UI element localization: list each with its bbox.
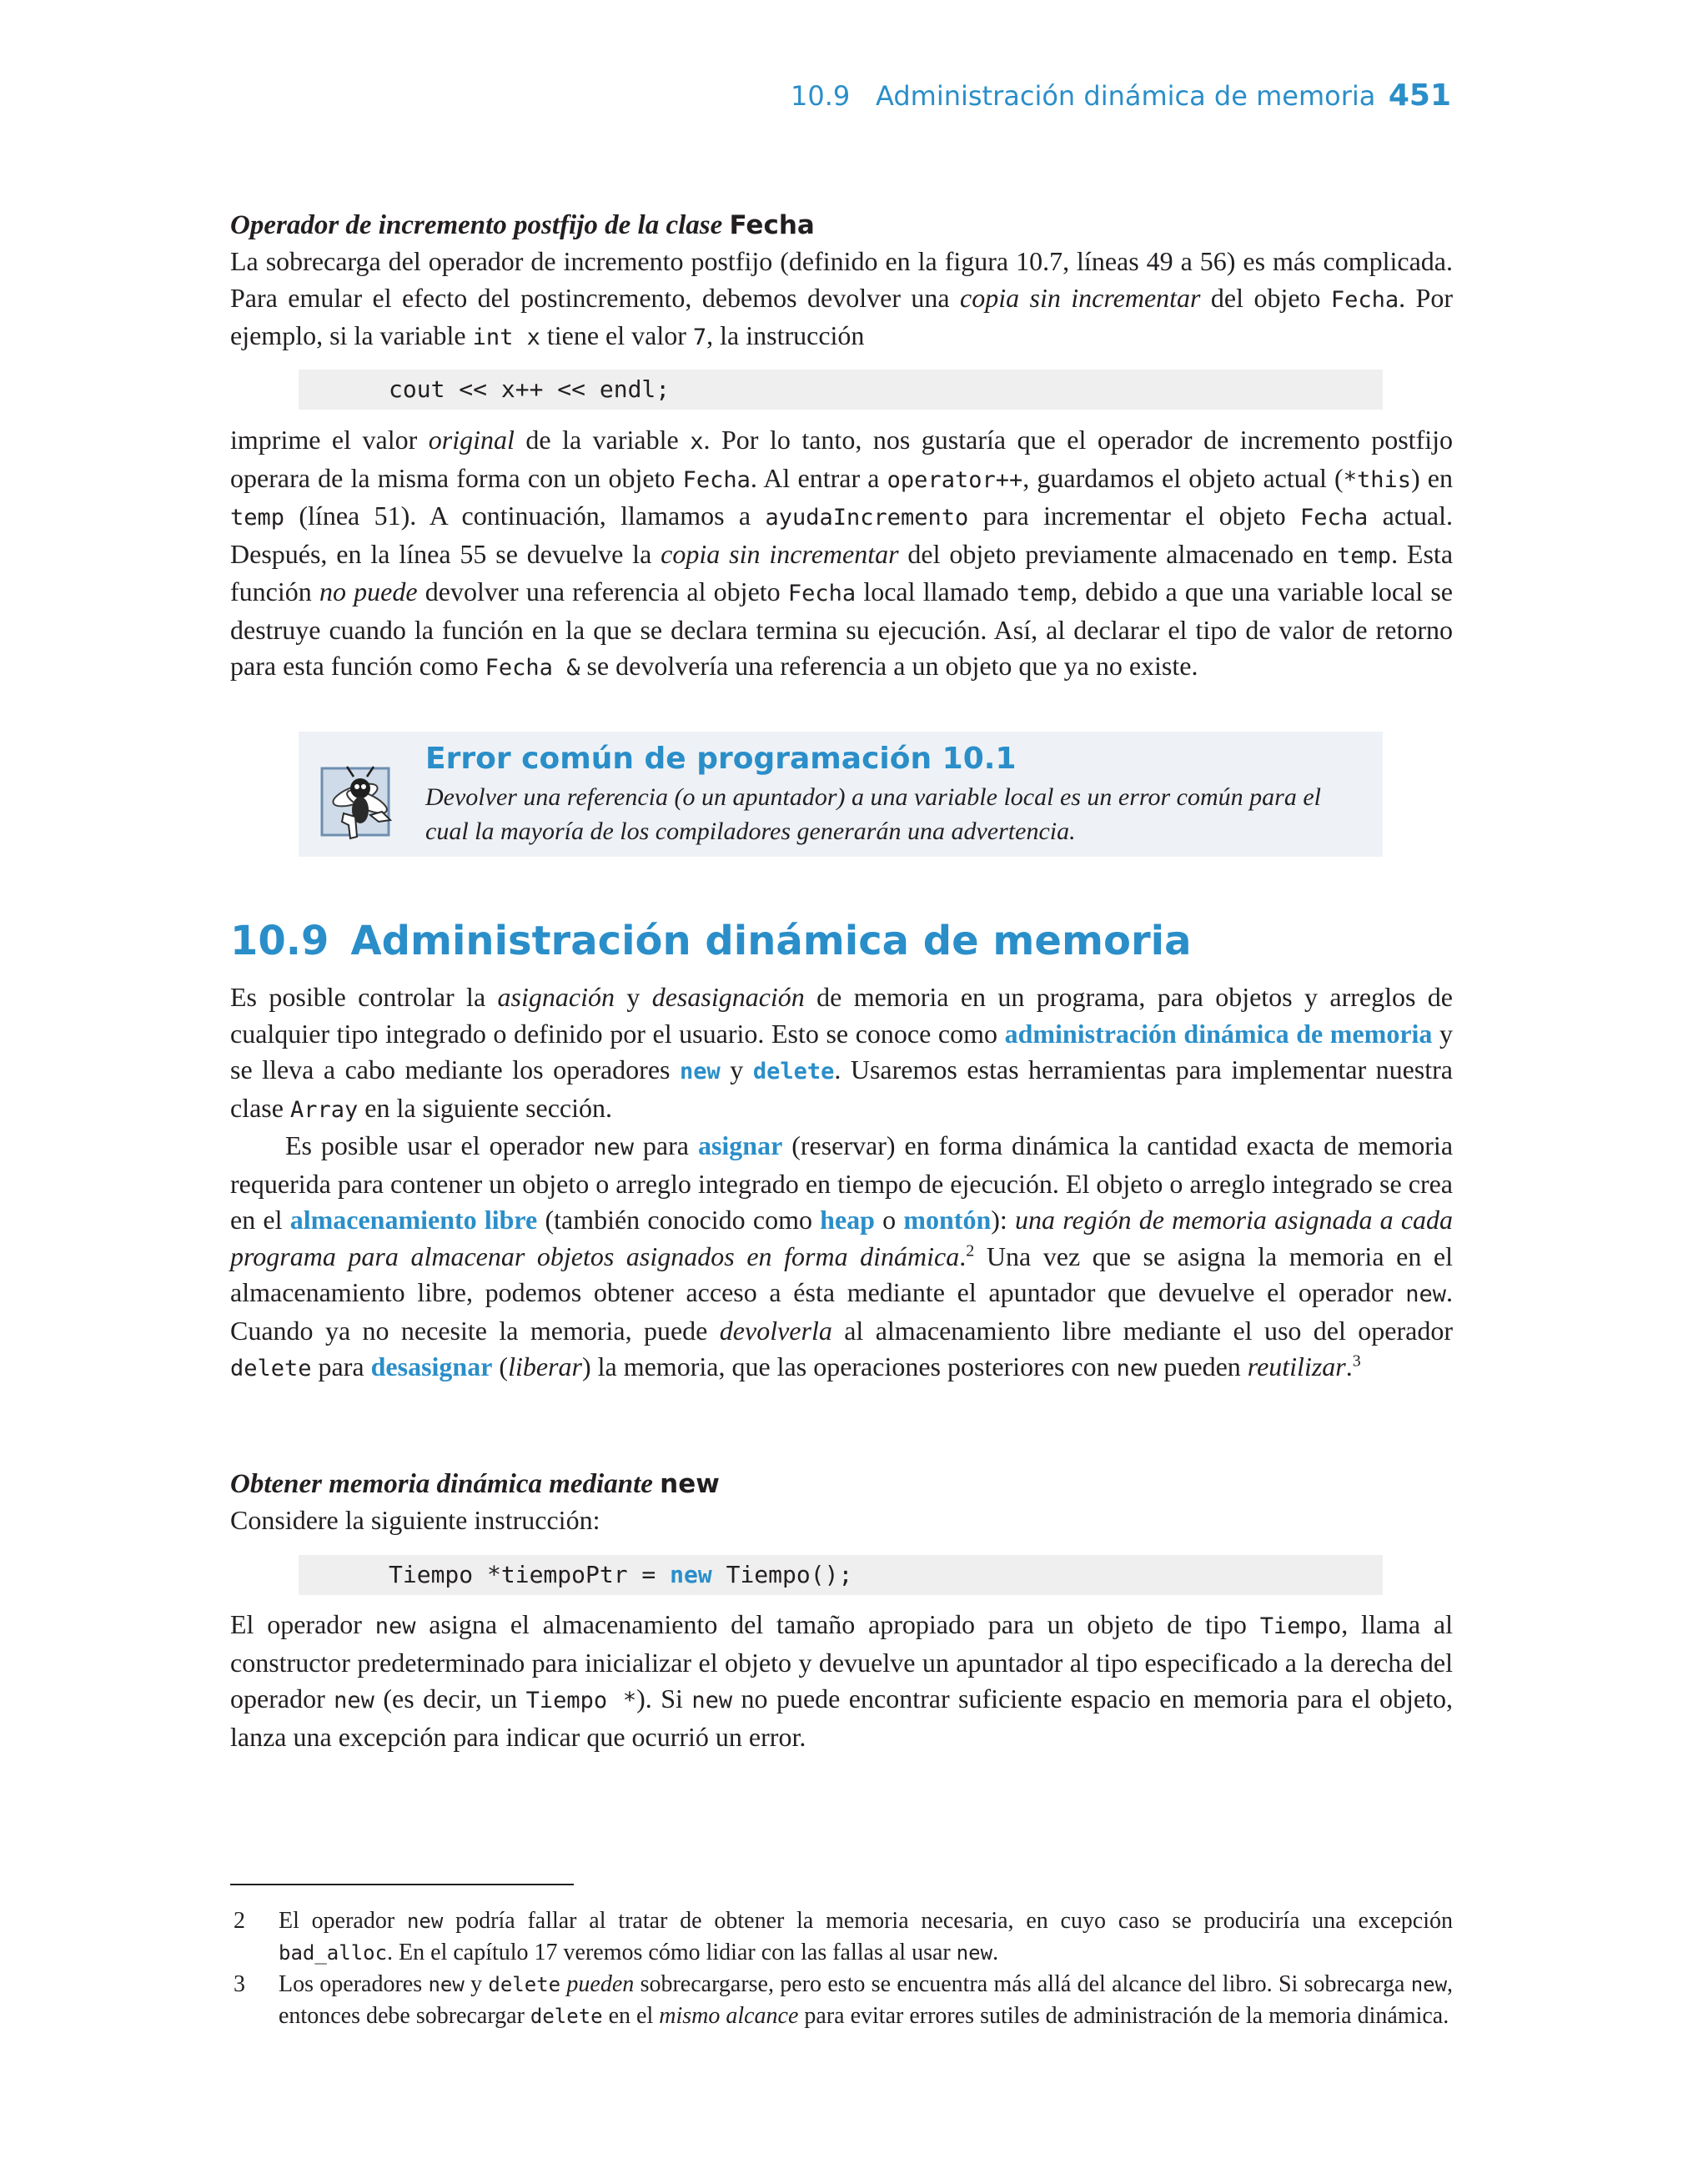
footnote-3: 3 Los operadores new y delete pueden sobrecargarse, pero esto se encuentra más allá del alcance del libro. Si sobrecarga new, entonces debe sobrecargar delete en el mismo alcance para evitar errores sutiles de administración de la memoria dinámica. bbox=[234, 1971, 1454, 2029]
section-heading bbox=[230, 918, 1191, 964]
block-postfix-explanation bbox=[230, 422, 1453, 687]
code-line: Tiempo *tiempoPtr = new Tiempo(); bbox=[389, 1561, 853, 1588]
paragraph-dynamic-2: Es posible usar el operador new para asignar (reservar) en forma dinámica la cantidad exacta de memoria requerida para contener un objeto o arreglo integrado en tiempo de ejecución. El objeto o arreglo integrado se crea en el almacenamiento libre (también conocido como heap o montón): una región de memoria asignada a cada programa para almacenar objetos asignados en forma dinámica.$^2$ Una vez que se asigna la memoria en el almacenamiento libre, podemos obtener acceso a ésta mediante el apuntador que devuelve el operador new. Cuando ya no necesite la memoria, puede devolverla al almacenamiento libre mediante el uso del operador delete para desasignar (liberar) la memoria, que las operaciones posteriores con new pueden reutilizar.$^3$ bbox=[230, 1130, 1454, 1381]
paragraph-consider: Considere la siguiente instrucción: bbox=[230, 1505, 600, 1535]
running-head-section-number: 10.9 bbox=[791, 80, 851, 112]
footnotes bbox=[230, 1905, 1453, 2032]
footnote-rule bbox=[230, 1884, 574, 1885]
running-head bbox=[791, 80, 1451, 118]
subheading-postfix-operator bbox=[230, 207, 1453, 244]
subheading-text: Obtener memoria dinámica mediante bbox=[230, 1469, 661, 1499]
code-block-cout bbox=[299, 370, 1383, 410]
paragraph-postfix-2: imprime el valor original de la variable x. Por lo tanto, nos gustaría que el operador de incremento postfijo operara de la misma forma con un objeto Fecha. Al entrar a operator++, guardamos el objeto actual (*this) en temp (línea 51). A continuación, llamamos a ayudaIncremento para incrementar el objeto Fecha actual. Después, en la línea 55 se devuelve la copia sin incrementar del objeto previamente almacenado en temp. Esta función no puede devolver una referencia al objeto Fecha local llamado temp, debido a que una variable local se destruye cuando la función en la que se declara termina su ejecución. Así, al declarar el tipo de valor de retorno para esta función como Fecha & se devolvería una referencia a un objeto que ya no existe. bbox=[230, 425, 1454, 681]
subheading-text: Operador de incremento postfijo de la clase bbox=[230, 210, 730, 240]
paragraph-new-operator: El operador new asigna el almacenamiento del tamaño apropiado para un objeto de tipo Tiempo, llama al constructor predeterminado para inicializar el objeto y devuelve un apuntador al tipo especificado a la derecha del operador new (es decir, un Tiempo *). Si new no puede encontrar suficiente espacio en memoria para el objeto, lanza una excepción para indicar que ocurrió un error. bbox=[230, 1609, 1454, 1752]
block-new-intro bbox=[230, 1466, 1453, 1539]
subheading-code: new bbox=[660, 1469, 720, 1499]
block-dynamic-memory bbox=[230, 979, 1453, 1387]
common-error-text: Devolver una referencia (o un apuntador) a una variable local es un error común para el cual la mayoría de los compiladores generarán una advertencia. bbox=[425, 783, 1321, 845]
block-new-explanation bbox=[230, 1607, 1453, 1755]
subheading-obtain-memory bbox=[230, 1466, 1453, 1502]
section-title: Administración dinámica de memoria bbox=[350, 918, 1192, 964]
page-number: 451 bbox=[1388, 78, 1451, 113]
common-error-title: Error común de programación 10.1 bbox=[425, 742, 1017, 776]
common-error-box bbox=[299, 732, 1383, 857]
code-line: cout << x++ << endl; bbox=[389, 375, 671, 403]
footnote-2: 2 El operador new podría fallar al tratar de obtener la memoria necesaria, en cuyo caso se produciría una excepción bad_alloc. En el capítulo 17 veremos cómo lidiar con las fallas al usar new. bbox=[234, 1908, 1453, 1965]
running-head-section-title: Administración dinámica de memoria bbox=[876, 80, 1376, 112]
block-postfix-intro bbox=[230, 207, 1453, 356]
bug-thumbs-down-icon bbox=[319, 762, 402, 845]
subheading-code: Fecha bbox=[729, 210, 815, 240]
code-block-new-tiempo bbox=[299, 1555, 1383, 1595]
paragraph-dynamic-1: Es posible controlar la asignación y desasignación de memoria en un programa, para objetos y arreglos de cualquier tipo integrado o definido por el usuario. Esto se conoce como administración dinámica de memoria y se lleva a cabo mediante los operadores new y delete. Usaremos estas herramientas para implementar nuestra clase Array en la siguiente sección. bbox=[230, 982, 1454, 1123]
section-number: 10.9 bbox=[230, 918, 329, 964]
paragraph-postfix-1: La sobrecarga del operador de incremento postfijo (definido en la figura 10.7, líneas 49 a 56) es más complicada. Para emular el efecto del postincremento, debemos devolver una copia sin incrementar del objeto Fecha. Por ejemplo, si la variable int x tiene el valor 7, la instrucción bbox=[230, 246, 1454, 350]
